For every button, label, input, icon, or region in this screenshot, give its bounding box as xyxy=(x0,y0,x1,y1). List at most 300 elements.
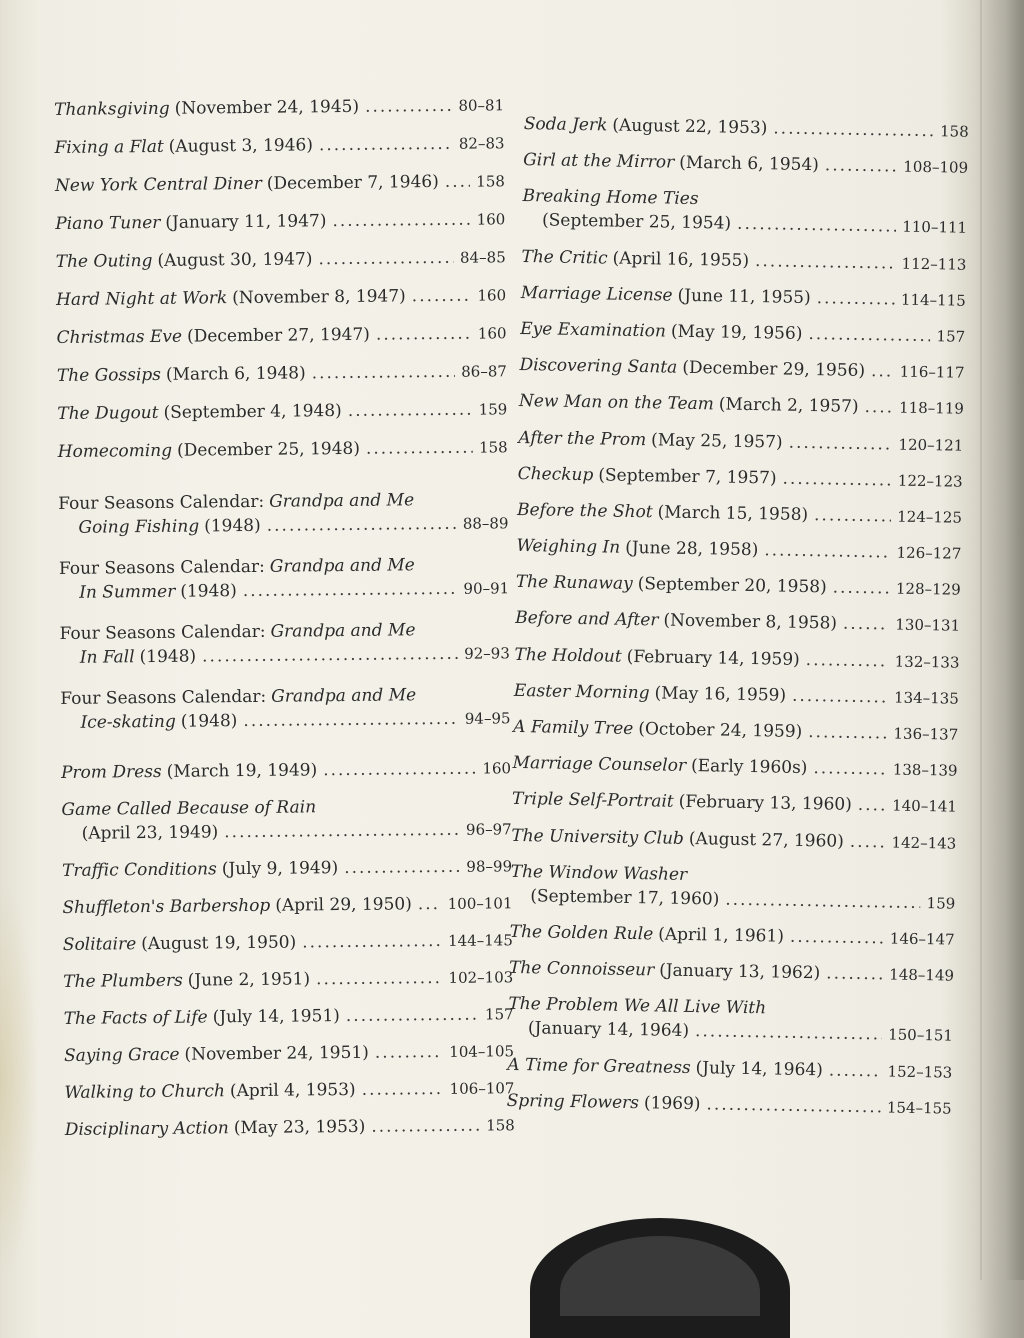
index-entry-line xyxy=(57,359,507,388)
entry-date: (Early 1960s) xyxy=(690,756,808,779)
leader-dots xyxy=(871,359,894,383)
entry-pages: 152–153 xyxy=(887,1061,953,1082)
entry-title: Hard Night at Work xyxy=(56,288,228,310)
entry-title: The Outing xyxy=(55,250,153,272)
entry-pages: 102–103 xyxy=(448,968,514,987)
index-entry-line xyxy=(512,787,957,819)
index-entry-line xyxy=(515,606,960,638)
entry-date: (January 14, 1964) xyxy=(527,1018,690,1042)
entry-date: (March 6, 1948) xyxy=(165,363,306,385)
entry-date: (June 11, 1955) xyxy=(677,285,811,308)
index-entry xyxy=(509,920,954,952)
leader-dots xyxy=(790,925,884,951)
entry-pages: 94–95 xyxy=(464,709,511,728)
entry-date: (1948) xyxy=(204,515,261,537)
index-entry-line xyxy=(56,321,506,350)
entry-title: Going Fishing xyxy=(78,516,200,538)
entry-title: Traffic Conditions xyxy=(61,859,217,881)
entry-title: The Runaway xyxy=(515,572,633,595)
entry-title: Marriage Counselor xyxy=(512,753,687,777)
leader-dots xyxy=(755,249,896,275)
entry-date: (March 6, 1954) xyxy=(679,152,820,176)
index-entry xyxy=(514,643,959,675)
leader-dots xyxy=(312,360,456,386)
leader-dots xyxy=(375,1040,444,1065)
index-entry-line xyxy=(521,245,966,277)
leader-dots xyxy=(332,208,470,233)
entry-prefix: Four Seasons Calendar: xyxy=(58,491,265,514)
index-entry xyxy=(65,1113,515,1142)
entry-date: (December 7, 1946) xyxy=(266,171,439,194)
index-entry xyxy=(523,148,968,180)
entry-pages: 106–107 xyxy=(449,1079,515,1098)
entry-title: Shuffleton's Barbershop xyxy=(62,895,271,918)
leader-dots xyxy=(267,512,457,538)
leader-dots xyxy=(764,538,891,564)
entry-date: (September 25, 1954) xyxy=(541,210,732,235)
entry-title: A Time for Greatness xyxy=(507,1054,691,1078)
entry-pages: 86–87 xyxy=(461,362,507,381)
leader-dots xyxy=(371,1114,480,1139)
leader-dots xyxy=(376,322,472,347)
entry-date: (August 3, 1946) xyxy=(168,135,314,157)
index-entry xyxy=(54,131,504,160)
entry-title: Thanksgiving xyxy=(54,98,170,120)
entry-pages: 104–105 xyxy=(449,1042,515,1061)
leader-dots xyxy=(850,829,886,854)
index-entry-line xyxy=(64,1039,514,1068)
entry-title: Solitaire xyxy=(62,934,137,955)
index-entry-line xyxy=(62,854,512,883)
entry-date: (November 24, 1951) xyxy=(184,1042,369,1065)
entry-pages: 114–115 xyxy=(900,290,966,310)
entry-title: Spring Flowers xyxy=(506,1090,640,1113)
entry-pages: 96–97 xyxy=(465,820,512,839)
entry-title: Saying Grace xyxy=(63,1044,180,1066)
index-entry xyxy=(511,823,956,855)
entry-title: Triple Self-Portrait xyxy=(511,789,674,813)
index-entry xyxy=(521,245,966,277)
entry-date: (May 25, 1957) xyxy=(650,429,783,453)
index-entry xyxy=(507,1052,952,1084)
index-entry-line xyxy=(64,1076,514,1105)
entry-title: In Summer xyxy=(79,581,176,603)
index-entry xyxy=(508,992,954,1048)
leader-dots xyxy=(788,430,892,456)
entry-title: The Facts of Life xyxy=(63,1007,208,1029)
entry-pages: 158 xyxy=(939,122,969,141)
entry-title: Grandpa and Me xyxy=(269,555,415,577)
index-entry xyxy=(510,860,956,916)
entry-title: Grandpa and Me xyxy=(269,490,415,512)
index-entry-line xyxy=(517,498,962,530)
book-binding-edge xyxy=(1006,0,1024,1280)
entry-pages: 100–101 xyxy=(447,894,513,913)
entry-title: Walking to Church xyxy=(64,1081,226,1103)
entry-date: (April 16, 1955) xyxy=(612,248,750,271)
entry-title: Piano Tuner xyxy=(55,212,161,234)
index-entry xyxy=(62,854,512,883)
entry-title: Homecoming xyxy=(57,440,173,462)
leader-dots xyxy=(318,246,454,271)
entry-date: (1948) xyxy=(180,581,237,602)
entry-pages: 90–91 xyxy=(463,579,510,598)
entry-date: (July 14, 1964) xyxy=(695,1057,823,1080)
entry-date: (September 7, 1957) xyxy=(598,465,777,489)
index-entry xyxy=(55,169,505,198)
index-entry-line xyxy=(61,756,511,785)
entry-pages: 144–145 xyxy=(447,931,513,950)
index-entry xyxy=(515,606,960,638)
leader-dots xyxy=(302,929,442,954)
leader-dots xyxy=(316,966,443,991)
index-entry xyxy=(54,93,504,122)
index-entry xyxy=(56,283,506,312)
index-entry-line xyxy=(521,281,966,313)
index-entry xyxy=(63,928,513,957)
entry-date: (June 2, 1951) xyxy=(187,969,311,991)
entry-date: (September 4, 1948) xyxy=(163,401,342,423)
index-entry-line xyxy=(518,425,963,457)
entry-date: (July 9, 1949) xyxy=(221,858,339,880)
leader-dots xyxy=(346,1003,479,1028)
entry-date: (December 25, 1948) xyxy=(176,438,361,461)
entry-title: Marriage License xyxy=(520,282,673,306)
entry-pages: 108–109 xyxy=(903,157,969,177)
entry-title: Ice-skating xyxy=(80,711,176,733)
entry-date: (1969) xyxy=(643,1092,701,1114)
index-entry-line xyxy=(60,641,510,670)
index-entry xyxy=(518,425,963,457)
index-column-right xyxy=(506,112,969,1132)
index-entry-line xyxy=(62,817,512,846)
calendar-entry xyxy=(59,552,509,605)
entry-title: In Fall xyxy=(79,647,135,668)
index-entry-line xyxy=(516,570,961,602)
leader-dots xyxy=(814,503,892,528)
leader-dots xyxy=(323,757,476,783)
entry-title: The Dugout xyxy=(57,402,159,424)
entry-date: (April 23, 1949) xyxy=(81,822,219,844)
entry-title: The Critic xyxy=(521,246,608,269)
index-entry xyxy=(56,321,506,350)
entry-date: (September 20, 1958) xyxy=(637,574,827,598)
index-entry xyxy=(522,184,968,240)
entry-title: Before and After xyxy=(514,608,659,631)
index-entry-line xyxy=(58,511,508,540)
leader-dots xyxy=(706,1092,881,1119)
entry-pages: 158 xyxy=(478,438,508,457)
index-entry xyxy=(519,389,964,421)
index-entry-line xyxy=(58,435,508,464)
index-entry xyxy=(61,756,511,785)
entry-title: Christmas Eve xyxy=(56,326,183,348)
index-entry-line xyxy=(509,920,954,952)
leader-dots xyxy=(224,818,460,844)
entry-pages: 88–89 xyxy=(462,514,509,533)
entry-title: Girl at the Mirror xyxy=(522,150,675,173)
index-entry-line xyxy=(63,965,513,994)
index-entry-line xyxy=(56,283,506,312)
entry-title: Game Called Because of Rain xyxy=(61,797,317,820)
entry-pages: 150–151 xyxy=(888,1025,954,1045)
index-entry xyxy=(58,435,508,464)
entry-title: Breaking Home Ties xyxy=(522,186,699,210)
index-entry-line xyxy=(511,823,956,855)
entry-date: (March 2, 1957) xyxy=(718,394,859,418)
entry-pages: 110–111 xyxy=(902,217,968,238)
index-entry xyxy=(55,207,505,236)
leader-dots xyxy=(843,612,890,637)
index-entry-line xyxy=(62,891,512,920)
entry-date: (December 27, 1947) xyxy=(186,324,370,347)
entry-pages: 160 xyxy=(476,210,506,229)
index-entry-line xyxy=(514,679,959,711)
leader-dots xyxy=(243,707,459,733)
index-entry xyxy=(62,891,512,920)
entry-pages: 157 xyxy=(936,327,966,346)
index-entry-line xyxy=(65,1113,515,1142)
entry-date: (April 4, 1953) xyxy=(229,1079,356,1102)
entry-pages: 159 xyxy=(926,893,956,913)
entry-date: (August 30, 1947) xyxy=(157,249,313,271)
index-entry xyxy=(57,397,507,426)
entry-date: (December 29, 1956) xyxy=(682,357,866,382)
leader-dots xyxy=(348,398,473,423)
leader-dots xyxy=(813,756,887,781)
leader-dots xyxy=(817,286,896,311)
entry-pages: 98–99 xyxy=(466,857,513,876)
index-entry-line xyxy=(54,93,504,122)
entry-pages: 80–81 xyxy=(458,96,505,115)
entry-pages: 92–93 xyxy=(464,644,510,663)
entry-pages: 142–143 xyxy=(891,833,957,853)
index-entry-line xyxy=(513,715,958,747)
index-entry xyxy=(513,715,958,747)
leader-dots xyxy=(858,793,887,817)
entry-title: Discovering Santa xyxy=(519,355,678,378)
leader-dots xyxy=(829,1058,882,1083)
entry-date: (February 13, 1960) xyxy=(678,792,852,816)
entry-pages: 158 xyxy=(486,1116,515,1135)
entry-pages: 146–147 xyxy=(889,929,955,949)
entry-title: New Man on the Team xyxy=(518,391,715,415)
entry-date: (1948) xyxy=(180,711,238,732)
entry-title: A Family Tree xyxy=(513,716,634,739)
leader-dots xyxy=(202,642,458,669)
index-entry-line xyxy=(63,928,513,957)
entry-title: Disciplinary Action xyxy=(64,1118,229,1140)
calendar-entry xyxy=(60,682,510,735)
index-entry-line xyxy=(514,643,959,675)
leader-dots xyxy=(773,116,934,143)
entry-date: (June 28, 1958) xyxy=(624,537,759,561)
index-entry xyxy=(512,751,957,783)
entry-pages: 112–113 xyxy=(901,254,967,274)
entry-date: (September 17, 1960) xyxy=(530,885,720,910)
entry-pages: 82–83 xyxy=(458,134,505,153)
entry-title: Fixing a Flat xyxy=(54,136,164,158)
index-entry xyxy=(521,281,966,313)
index-entry xyxy=(517,462,962,494)
entry-date: (April 1, 1961) xyxy=(658,924,785,947)
index-entry-line xyxy=(523,148,968,180)
entry-pages: 118–119 xyxy=(898,398,965,419)
entry-pages: 116–117 xyxy=(899,362,965,382)
index-entry xyxy=(517,498,962,530)
entry-pages: 160 xyxy=(482,759,512,778)
entry-title: The Plumbers xyxy=(63,970,183,992)
leader-dots xyxy=(319,132,453,157)
entry-date: (November 8, 1947) xyxy=(232,286,406,309)
index-entry-line xyxy=(519,389,964,421)
index-entry xyxy=(507,1089,952,1121)
leader-dots xyxy=(864,395,893,419)
entry-title: The Window Washer xyxy=(510,861,688,885)
leader-dots xyxy=(695,1019,883,1046)
entry-title: Before the Shot xyxy=(516,499,653,523)
entry-pages: 160 xyxy=(477,324,507,343)
entry-title: The Golden Rule xyxy=(509,921,654,945)
leader-dots xyxy=(782,466,892,492)
entry-pages: 148–149 xyxy=(889,965,955,985)
entry-prefix: Four Seasons Calendar: xyxy=(60,686,267,709)
index-entry-line xyxy=(54,131,504,160)
leader-dots xyxy=(808,322,931,348)
index-entry-line xyxy=(64,1002,514,1031)
leader-dots xyxy=(445,170,471,194)
index-entry-line xyxy=(517,462,962,494)
entry-pages: 124–125 xyxy=(897,507,963,527)
entry-title: Easter Morning xyxy=(513,680,650,704)
entry-date: (August 22, 1953) xyxy=(612,115,768,139)
entry-title: Checkup xyxy=(517,463,594,485)
entry-date: (August 19, 1950) xyxy=(141,932,297,955)
entry-title: The Holdout xyxy=(514,644,622,667)
entry-title: The Problem We All Live With xyxy=(508,994,767,1019)
entry-date: (November 24, 1945) xyxy=(174,96,360,119)
entry-date: (May 23, 1953) xyxy=(233,1116,366,1139)
index-entry xyxy=(516,534,961,566)
entry-date: (May 19, 1956) xyxy=(670,321,803,344)
leader-dots xyxy=(362,1077,444,1102)
entry-date: (August 27, 1960) xyxy=(688,828,845,852)
entry-pages: 158 xyxy=(476,172,505,191)
entry-date: (May 16, 1959) xyxy=(654,683,787,706)
calendar-entry xyxy=(59,617,509,670)
entry-pages: 159 xyxy=(478,400,508,419)
entry-pages: 84–85 xyxy=(459,248,506,267)
entry-date: (July 14, 1951) xyxy=(212,1006,340,1028)
entry-pages: 136–137 xyxy=(893,724,959,744)
page-gutter xyxy=(980,0,982,1280)
leader-dots xyxy=(825,153,898,178)
leader-dots xyxy=(792,684,888,710)
index-entry-line xyxy=(55,207,505,236)
index-entry xyxy=(61,793,511,846)
index-entry xyxy=(509,956,954,988)
entry-title: Prom Dress xyxy=(60,761,162,783)
index-entry xyxy=(520,317,965,349)
leader-dots xyxy=(366,436,473,461)
entry-pages: 120–121 xyxy=(898,435,964,455)
entry-pages: 134–135 xyxy=(893,688,959,708)
index-entry-line xyxy=(56,245,506,274)
leader-dots xyxy=(412,284,472,309)
entry-pages: 122–123 xyxy=(897,471,963,491)
index-entry xyxy=(63,965,513,994)
entry-title: Grandpa and Me xyxy=(270,620,416,642)
entry-pages: 132–133 xyxy=(894,652,960,672)
entry-date: (November 8, 1958) xyxy=(663,610,838,634)
index-entry-line xyxy=(524,112,969,144)
leader-dots xyxy=(808,720,888,745)
index-entry xyxy=(524,112,969,144)
entry-title: After the Prom xyxy=(518,427,647,450)
index-entry-line xyxy=(520,317,965,349)
entry-title: Eye Examination xyxy=(520,318,667,342)
page-stain xyxy=(0,880,40,1280)
index-entry xyxy=(56,245,506,274)
entry-pages: 157 xyxy=(484,1005,514,1024)
index-entry xyxy=(516,570,961,602)
entry-pages: 160 xyxy=(477,286,507,305)
index-entry-line xyxy=(509,956,954,988)
entry-date: (March 15, 1958) xyxy=(657,502,809,525)
entry-title: Soda Jerk xyxy=(523,113,608,136)
index-entry xyxy=(514,679,959,711)
index-entry-line xyxy=(60,706,510,735)
entry-date: (January 13, 1962) xyxy=(659,960,821,984)
leader-dots xyxy=(806,648,889,673)
index-entry-line xyxy=(516,534,961,566)
entry-date: (1948) xyxy=(139,646,197,668)
entry-pages: 126–127 xyxy=(896,543,962,563)
entry-pages: 154–155 xyxy=(886,1098,952,1118)
index-entry xyxy=(512,787,957,819)
entry-date: (January 11, 1947) xyxy=(165,211,327,233)
index-entry xyxy=(57,359,507,388)
index-entry-line xyxy=(57,397,507,426)
index-entry xyxy=(64,1002,514,1031)
index-entry xyxy=(64,1039,514,1068)
entry-title: The University Club xyxy=(511,825,685,849)
leader-dots xyxy=(832,576,890,601)
leader-dots xyxy=(826,962,883,987)
leader-dots xyxy=(737,212,897,239)
entry-prefix: Four Seasons Calendar: xyxy=(58,556,265,579)
index-entry xyxy=(64,1076,514,1105)
entry-pages: 128–129 xyxy=(895,579,961,599)
leader-dots xyxy=(418,892,442,916)
entry-pages: 130–131 xyxy=(895,615,961,636)
entry-title: The Connoisseur xyxy=(508,957,655,981)
index-entry-line xyxy=(55,169,505,198)
entry-title: The Gossips xyxy=(56,364,162,386)
leader-dots xyxy=(365,94,453,119)
leader-dots xyxy=(725,887,921,914)
entry-prefix: Four Seasons Calendar: xyxy=(59,621,266,644)
index-entry-line xyxy=(59,576,509,605)
entry-date: (March 19, 1949) xyxy=(166,760,318,782)
calendar-entry xyxy=(58,487,508,540)
entry-title: Grandpa and Me xyxy=(271,685,417,707)
entry-title: New York Central Diner xyxy=(54,173,262,196)
entry-date: (October 24, 1959) xyxy=(638,719,803,742)
entry-pages: 138–139 xyxy=(892,760,958,780)
index-entry-line xyxy=(507,1052,952,1084)
entry-pages: 140–141 xyxy=(892,796,958,817)
